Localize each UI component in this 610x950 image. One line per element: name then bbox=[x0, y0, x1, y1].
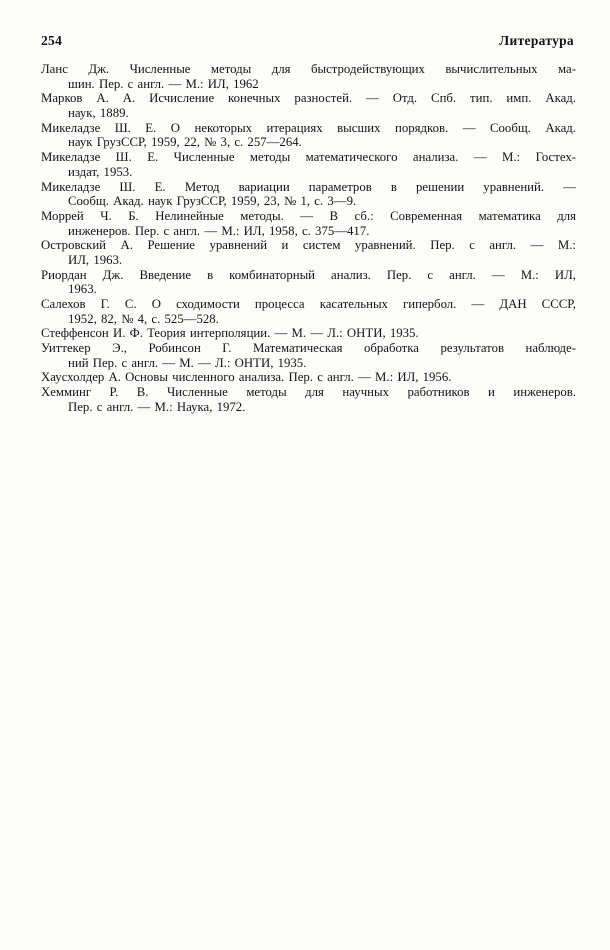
entry-line: инженеров. Пер. с англ. — М.: ИЛ, 1958, с. 375—417. bbox=[68, 223, 370, 238]
entry-line: Стеффенсон И. Ф. Теория интерполяции. — М. — Л.: ОНТИ, 1935. bbox=[41, 326, 419, 341]
entry-line: Марков А. А. Исчисление конечных разностей. — Отд. Спб. тип. имп. Акад. bbox=[41, 91, 576, 106]
bibliography-entry bbox=[41, 209, 576, 238]
entry-line: Уиттекер Э., Робинсон Г. Математическая обработка результатов наблюде- bbox=[41, 341, 576, 356]
bibliography-entry bbox=[41, 326, 576, 341]
bibliography-entry bbox=[41, 385, 576, 414]
entry-line: Микеладзе Ш. Е. Метод вариации параметров в решении уравнений. — bbox=[41, 179, 576, 194]
entry-line: Риордан Дж. Введение в комбинаторный анализ. Пер. с англ. — М.: ИЛ, bbox=[41, 267, 576, 282]
entry-line: Островский А. Решение уравнений и систем уравнений. Пер. с англ. — М.: bbox=[41, 238, 576, 253]
bibliography-entry bbox=[41, 150, 576, 179]
entry-line: Хемминг Р. В. Численные методы для научных работников и инженеров. bbox=[41, 385, 576, 400]
bibliography-entry bbox=[41, 62, 576, 91]
entry-line: Сообщ. Акад. наук ГрузССР, 1959, 23, № 1, с. 3—9. bbox=[68, 194, 357, 209]
entry-line: Микеладзе Ш. Е. Численные методы математического анализа. — М.: Гостех- bbox=[41, 150, 576, 165]
bibliography-list bbox=[41, 62, 576, 415]
entry-line: издат, 1953. bbox=[68, 164, 133, 179]
entry-line: Ланс Дж. Численные методы для быстродействующих вычислительных ма- bbox=[41, 62, 576, 76]
bibliography-entry bbox=[41, 370, 576, 385]
entry-line: наук ГрузССР, 1959, 22, № 3, с. 257—264. bbox=[68, 135, 302, 150]
bibliography-entry bbox=[41, 238, 576, 267]
entry-line: ИЛ, 1963. bbox=[68, 252, 123, 267]
entry-line: шин. Пер. с англ. — М.: ИЛ, 1962 bbox=[68, 76, 259, 91]
entry-line: 1952, 82, № 4, с. 525—528. bbox=[68, 311, 219, 326]
entry-line: Пер. с англ. — М.: Наука, 1972. bbox=[68, 399, 246, 414]
running-head-title: Литература bbox=[499, 33, 574, 48]
entry-line: ний Пер. с англ. — М. — Л.: ОНТИ, 1935. bbox=[68, 355, 307, 370]
entry-line: наук, 1889. bbox=[68, 106, 129, 121]
page-number: 254 bbox=[41, 33, 63, 48]
entry-line: Салехов Г. С. О сходимости процесса касательных гипербол. — ДАН СССР, bbox=[41, 297, 576, 311]
bibliography-entry bbox=[41, 341, 576, 370]
entry-line: 1963. bbox=[68, 282, 97, 297]
bibliography-entry bbox=[41, 180, 576, 209]
bibliography-entry bbox=[41, 121, 576, 150]
bibliography-entry bbox=[41, 91, 576, 120]
running-head bbox=[41, 33, 574, 49]
bibliography-entry bbox=[41, 268, 576, 297]
bibliography-entry bbox=[41, 297, 576, 326]
entry-line: Микеладзе Ш. Е. О некоторых итерациях высших порядков. — Сообщ. Акад. bbox=[41, 120, 576, 135]
entry-line: Хаусхолдер А. Основы численного анализа. Пер. с англ. — М.: ИЛ, 1956. bbox=[41, 370, 452, 385]
entry-line: Моррей Ч. Б. Нелинейные методы. — В сб.: Современная математика для bbox=[41, 208, 576, 223]
